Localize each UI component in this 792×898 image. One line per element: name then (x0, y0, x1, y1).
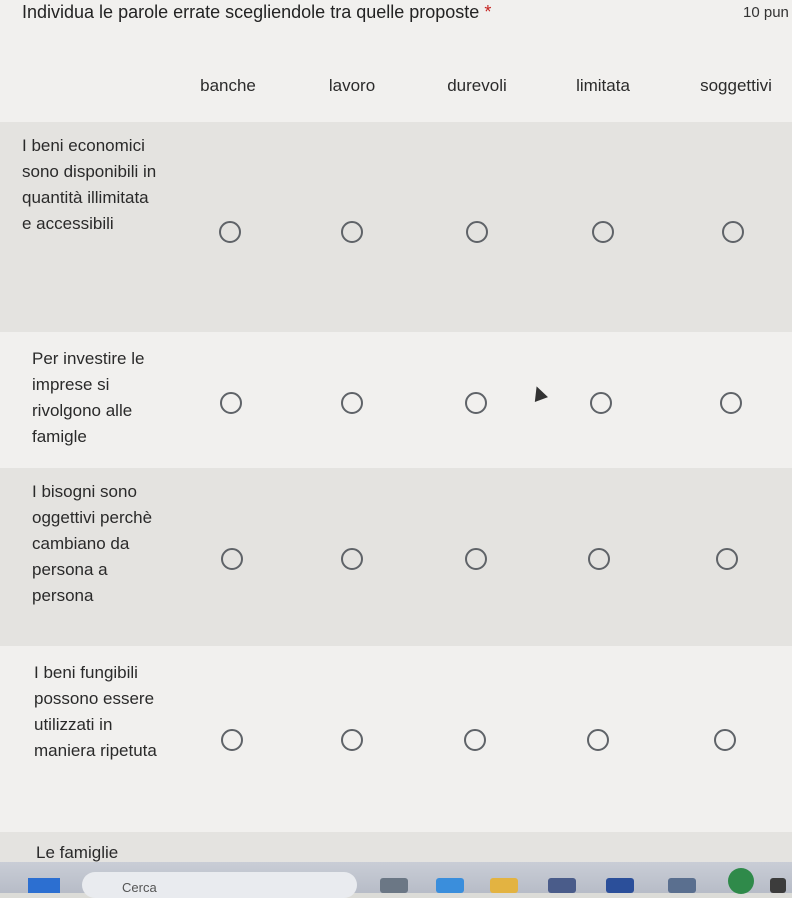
radio-row4-limitata[interactable] (587, 729, 609, 751)
row-label-2: Per investire le imprese si rivolgono alle famigle (32, 349, 145, 446)
taskbar (0, 862, 792, 893)
windows-start-icon[interactable] (28, 878, 60, 893)
radio-row2-limitata[interactable] (590, 392, 612, 414)
row-label-1: I beni economici sono disponibili in quantità illimitata e accessibili (22, 136, 157, 233)
task-view-icon[interactable] (380, 878, 408, 893)
row-label-3: I bisogni sono oggettivi perchè cambiano da persona a persona (32, 482, 153, 605)
column-header-limitata: limitata (576, 76, 630, 95)
mail-icon[interactable] (606, 878, 634, 893)
grid-row-5 (0, 832, 792, 862)
radio-row3-durevoli[interactable] (465, 548, 487, 570)
required-asterisk: * (484, 2, 492, 22)
radio-row1-lavoro[interactable] (341, 221, 363, 243)
column-header-durevoli: durevoli (447, 76, 507, 95)
file-explorer-icon[interactable] (490, 878, 518, 893)
radio-row1-durevoli[interactable] (466, 221, 488, 243)
app-icon[interactable] (668, 878, 696, 893)
question-title-text: Individua le parole errate scegliendole tra quelle proposte (22, 2, 480, 22)
radio-row3-lavoro[interactable] (341, 548, 363, 570)
radio-row4-lavoro[interactable] (341, 729, 363, 751)
radio-row4-banche[interactable] (221, 729, 243, 751)
radio-row2-durevoli[interactable] (465, 392, 487, 414)
row-label-5-partial: Le famiglie (36, 843, 119, 862)
radio-row4-durevoli[interactable] (464, 729, 486, 751)
taskbar-search-text: Cerca (122, 880, 157, 895)
grid-row-3 (0, 468, 792, 646)
store-icon[interactable] (548, 878, 576, 893)
edge-browser-icon[interactable] (436, 878, 464, 893)
app-green-icon[interactable] (728, 868, 754, 894)
radio-row1-soggettivi[interactable] (722, 221, 744, 243)
radio-row3-soggettivi[interactable] (716, 548, 738, 570)
row-label-4: I beni fungibili possono essere utilizzati in maniera ripetuta (34, 663, 157, 760)
column-header-banche: banche (200, 76, 256, 95)
radio-row2-lavoro[interactable] (341, 392, 363, 414)
radio-row3-banche[interactable] (221, 548, 243, 570)
points-label: 10 pun (743, 4, 789, 21)
radio-row4-soggettivi[interactable] (714, 729, 736, 751)
radio-row1-banche[interactable] (219, 221, 241, 243)
column-header-lavoro: lavoro (328, 76, 376, 95)
grid-row-4 (0, 650, 792, 828)
grid-row-1 (0, 122, 792, 332)
grid-row-2 (0, 336, 792, 464)
radio-row3-limitata[interactable] (588, 548, 610, 570)
radio-row2-banche[interactable] (220, 392, 242, 414)
radio-row1-limitata[interactable] (592, 221, 614, 243)
column-header-soggettivi: soggettivi (700, 76, 772, 95)
app-dark-icon[interactable] (770, 878, 786, 893)
question-title (22, 2, 491, 23)
radio-row2-soggettivi[interactable] (720, 392, 742, 414)
taskbar-search[interactable] (82, 872, 357, 898)
